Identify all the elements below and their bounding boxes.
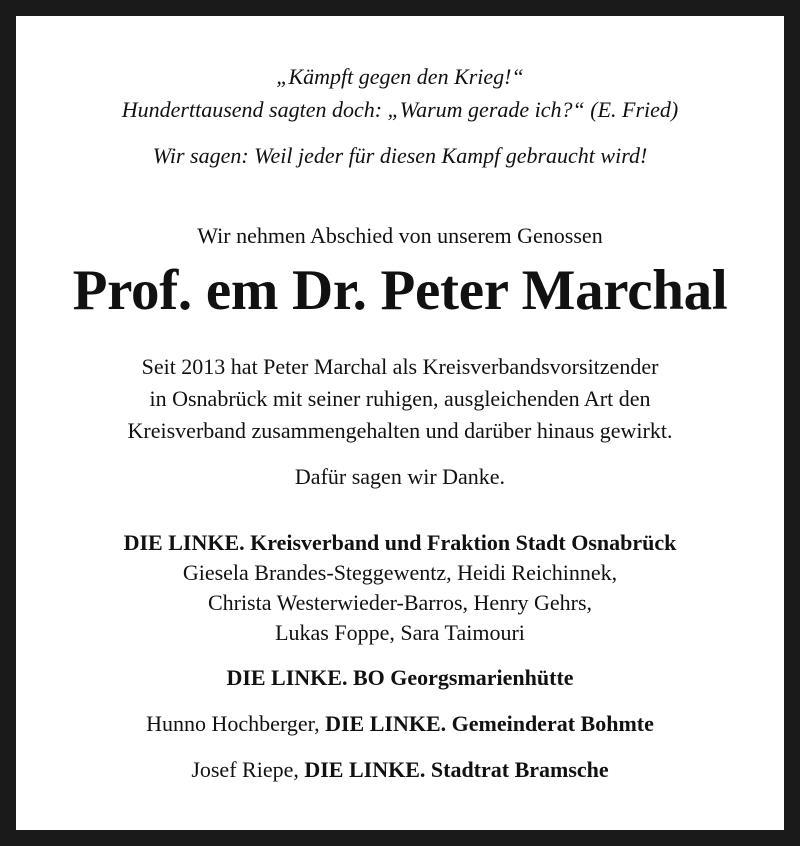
- motto-line-3: Wir sagen: Weil jeder für diesen Kampf gebraucht wird!: [152, 143, 648, 168]
- motto-line-2: Hunderttausend sagten doch: „Warum gerade ich?“ (E. Fried): [121, 97, 679, 122]
- signatory-group-1-names-2: Christa Westerwieder-Barros, Henry Gehrs,: [207, 590, 593, 615]
- signatory-group-3-org: DIE LINKE. Gemeinderat Bohmte: [325, 711, 654, 736]
- thanks-line: Dafür sagen wir Danke.: [294, 464, 506, 489]
- signatory-group-3: [16, 711, 784, 737]
- signatory-group-1-names-3: Lukas Foppe, Sara Taimouri: [275, 620, 525, 645]
- deceased-name: Prof. em Dr. Peter Marchal: [72, 259, 728, 322]
- signatory-group-3-person: Hunno Hochberger,: [146, 711, 326, 736]
- signatory-group-4-person: Josef Riepe,: [191, 757, 305, 782]
- motto-line-1: „Kämpft gegen den Krieg!“: [276, 64, 524, 89]
- tribute-line-2: in Osnabrück mit seiner ruhigen, ausgleichenden Art den: [149, 386, 651, 411]
- signatory-group-1-names-1: Giesela Brandes-Steggewentz, Heidi Reichinnek,: [182, 560, 618, 585]
- signatory-group-4-org: DIE LINKE. Stadtrat Bramsche: [304, 757, 609, 782]
- tribute-line-1: Seit 2013 hat Peter Marchal als Kreisverbandsvorsitzender: [141, 354, 659, 379]
- tribute-line-3: Kreisverband zusammengehalten und darüber hinaus gewirkt.: [127, 418, 673, 443]
- signatory-group-2-title: DIE LINKE. BO Georgsmarienhütte: [226, 665, 574, 690]
- farewell-line: Wir nehmen Abschied von unserem Genossen: [197, 223, 603, 248]
- signatory-group-1-title: DIE LINKE. Kreisverband und Fraktion Stadt Osnabrück: [123, 530, 677, 555]
- signatory-group-4: [16, 757, 784, 783]
